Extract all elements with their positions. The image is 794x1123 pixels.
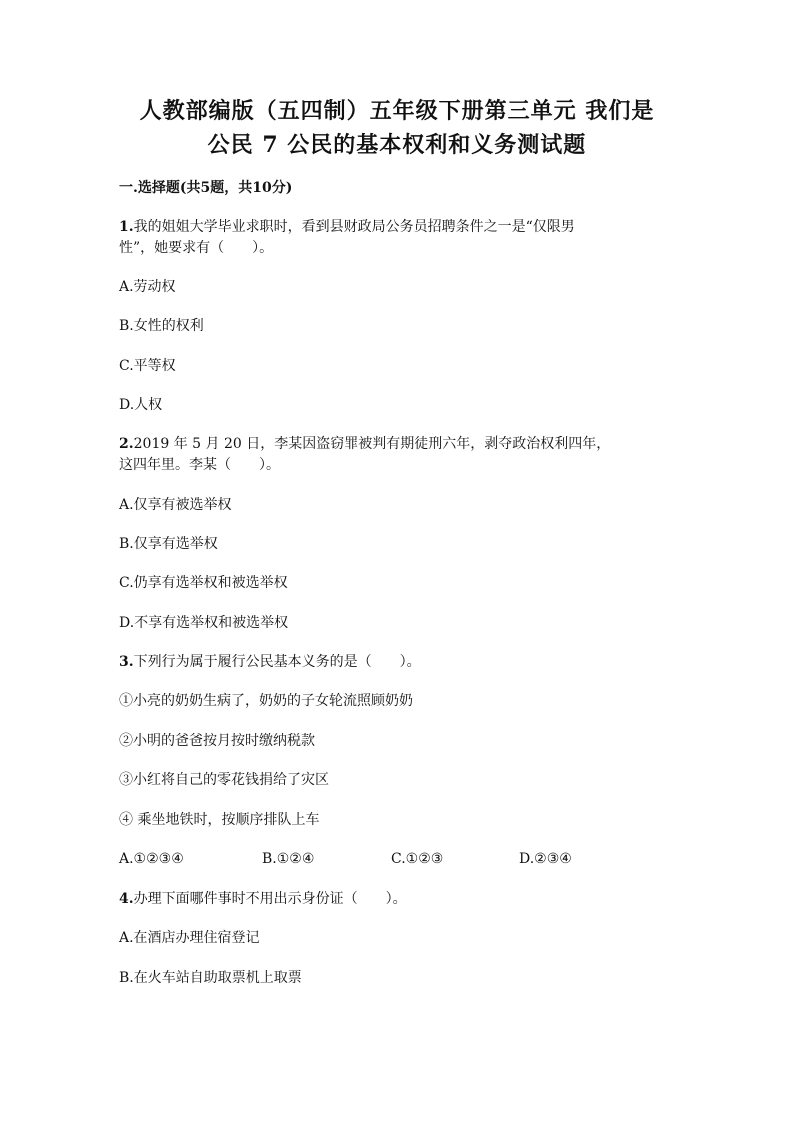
statement-2: ②小明的爸爸按月按时缴纳税款 xyxy=(119,733,315,749)
statement-1: ①小亮的奶奶生病了，奶奶的子女轮流照顾奶奶 xyxy=(119,693,413,709)
question-text: 2019 年 5 月 20 日，李某因盗窃罪被判有期徒刑六年，剥夺政治权利四年， xyxy=(133,436,611,452)
question-2-stem-cont: 这四年里。李某（ ）。 xyxy=(119,457,280,473)
option-c: C.①②③ xyxy=(391,851,444,867)
question-4-stem xyxy=(119,888,679,910)
statement-4: ④ 乘坐地铁时，按顺序排队上车 xyxy=(119,812,320,828)
statement-3: ③小红将自己的零花钱捐给了灾区 xyxy=(119,772,329,788)
option-c: C.仍享有选举权和被选举权 xyxy=(119,575,288,591)
question-3-stem xyxy=(119,651,679,673)
question-number: 2. xyxy=(119,436,134,452)
section-heading: 一.选择题(共5题，共10分) xyxy=(119,180,293,196)
question-number: 4. xyxy=(119,891,134,907)
option-b: B.仅享有选举权 xyxy=(119,536,218,552)
question-text: 我的姐姐大学毕业求职时，看到县财政局公务员招聘条件之一是“仅限男 xyxy=(133,219,575,235)
option-d: D.不享有选举权和被选举权 xyxy=(119,615,289,631)
option-a: A.在酒店办理住宿登记 xyxy=(119,930,260,946)
option-d: D.②③④ xyxy=(519,851,572,867)
option-c: C.平等权 xyxy=(119,358,176,374)
document-title-line-2: 公民 7 公民的基本权利和义务测试题 xyxy=(207,132,587,158)
option-b: B.女性的权利 xyxy=(119,318,204,334)
option-a: A.劳动权 xyxy=(119,279,176,295)
question-text: 下列行为属于履行公民基本义务的是（ ）。 xyxy=(133,654,421,670)
question-1-stem xyxy=(119,216,679,238)
question-2-stem xyxy=(119,433,679,455)
document-title-line-1: 人教部编版（五四制）五年级下册第三单元 我们是 xyxy=(139,98,655,124)
question-number: 1. xyxy=(119,219,134,235)
option-b: B.在火车站自助取票机上取票 xyxy=(119,970,302,986)
question-number: 3. xyxy=(119,654,134,670)
option-b: B.①②④ xyxy=(262,851,315,867)
question-text: 办理下面哪件事时不用出示身份证（ ）。 xyxy=(133,891,407,907)
question-3-options xyxy=(119,848,679,870)
option-a: A.仅享有被选举权 xyxy=(119,497,232,513)
option-a: A.①②③④ xyxy=(119,851,184,867)
question-1-stem-cont: 性”，她要求有（ ）。 xyxy=(119,240,274,256)
option-d: D.人权 xyxy=(119,397,163,413)
